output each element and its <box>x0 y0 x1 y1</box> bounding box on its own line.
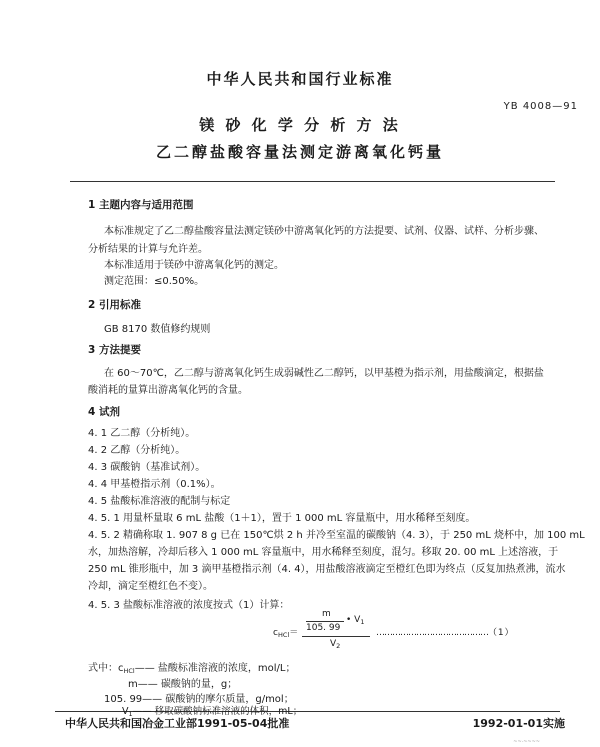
formula-times-v1: • $V_1$ <box>346 615 365 626</box>
reagent-item: 4. 5 盐酸标准溶液的配制与标定 <box>88 496 231 507</box>
clause-4-5-2-line-c: 250 mL 锥形瓶中，加 3 滴甲基橙指示剂（4. 4），用盐酸溶液滴定至橙红色即为终点（反复加热煮沸，流水 <box>88 564 566 575</box>
header-divider <box>70 181 555 182</box>
approval-statement: 中华人民共和国冶金工业部1991-05-04批准 <box>65 717 290 730</box>
clause-4-5-2-line-d: 冷却，滴定至橙红色不变）。 <box>88 581 213 592</box>
definition-row: $c_{HCl}——$ 盐酸标准溶液的浓度，mol/L； <box>118 663 296 675</box>
section-1-paragraph-1b: 分析结果的计算与允许差。 <box>88 244 208 255</box>
document-title-line1: 镁 砂 化 学 分 析 方 法 <box>199 116 401 134</box>
formula-number: ……………………………………（ 1 ） <box>376 628 513 638</box>
section-4-heading: 4 试剂 <box>88 406 120 418</box>
clause-4-5-2-line-a: 4. 5. 2 精确称取 1. 907 8 g 已在 150℃烘 2 h 并冷至室温的碳酸钠（4. 3），于 250 mL 烧杯中，加 100 mL <box>88 530 585 541</box>
clause-4-5-3: 4. 5. 3 盐酸标准溶液的浓度按式（1）计算： <box>88 600 290 611</box>
section-1-paragraph-2: 本标准适用于镁砂中游离氧化钙的测定。 <box>104 260 284 271</box>
section-3-heading: 3 方法提要 <box>88 344 141 356</box>
standard-category-title: 中华人民共和国行业标准 <box>206 70 394 88</box>
clause-4-5-1: 4. 5. 1 用量杯量取 6 mL 盐酸（1＋1），置于 1 000 mL 容量瓶中，用水稀释至刻度。 <box>88 513 476 524</box>
section-3-paragraph-b: 酸消耗的量算出游离氧化钙的含量。 <box>88 385 248 396</box>
definition-row: m—— 碳酸钠的量，g； <box>128 679 238 690</box>
formula-lhs: $c_{HCl}=$ <box>273 628 299 639</box>
reagent-item: 4. 4 甲基橙指示剂（0.1%）。 <box>88 479 221 490</box>
where-label: 式中： <box>88 663 118 674</box>
section-2-heading: 2 引用标准 <box>88 299 141 311</box>
formula-molar-mass: 105. 99 <box>306 623 341 633</box>
section-1-paragraph-1a: 本标准规定了乙二醇盐酸容量法测定镁砂中游离氧化钙的方法提要、试剂、仪器、试样、分析步骤、 <box>104 226 544 237</box>
reagent-item: 4. 3 碳酸钠（基准试剂）。 <box>88 462 206 473</box>
section-1-heading: 1 主题内容与适用范围 <box>88 199 194 211</box>
formula-inner-fraction-bar <box>306 621 344 622</box>
section-2-reference: GB 8170 数值修约规则 <box>104 324 211 335</box>
reagent-item: 4. 1 乙二醇（分析纯）。 <box>88 428 196 439</box>
section-3-paragraph-a: 在 60～70℃，乙二醇与游离氧化钙生成弱碱性乙二醇钙，以甲基橙为指示剂，用盐酸滴定，根据盐 <box>104 368 544 379</box>
document-title-line2: 乙二醇盐酸容量法测定游离氧化钙量 <box>155 143 444 161</box>
definition-row: $V_1——$ 移取碳酸钠标准溶液的体积，mL； <box>122 706 303 718</box>
formula-denominator: $V_2$ <box>330 639 341 650</box>
scan-mark: ~~·~~~~ <box>513 739 540 745</box>
definition-row: 105. 99—— 碳酸钠的摩尔质量，g/mol； <box>104 694 294 705</box>
formula-numerator-m: m <box>322 609 331 619</box>
reagent-item: 4. 2 乙醇（分析纯）。 <box>88 445 186 456</box>
formula-main-fraction-bar <box>302 636 370 637</box>
standard-code: YB 4008—91 <box>503 101 578 112</box>
section-1-paragraph-3: 测定范围：≤0.50%。 <box>104 276 205 287</box>
clause-4-5-2-line-b: 水，加热溶解，冷却后移入 1 000 mL 容量瓶中，用水稀释至刻度，混匀。移取 20. 00 mL 上述溶液，于 <box>88 547 559 558</box>
effective-date: 1992-01-01实施 <box>472 717 565 730</box>
